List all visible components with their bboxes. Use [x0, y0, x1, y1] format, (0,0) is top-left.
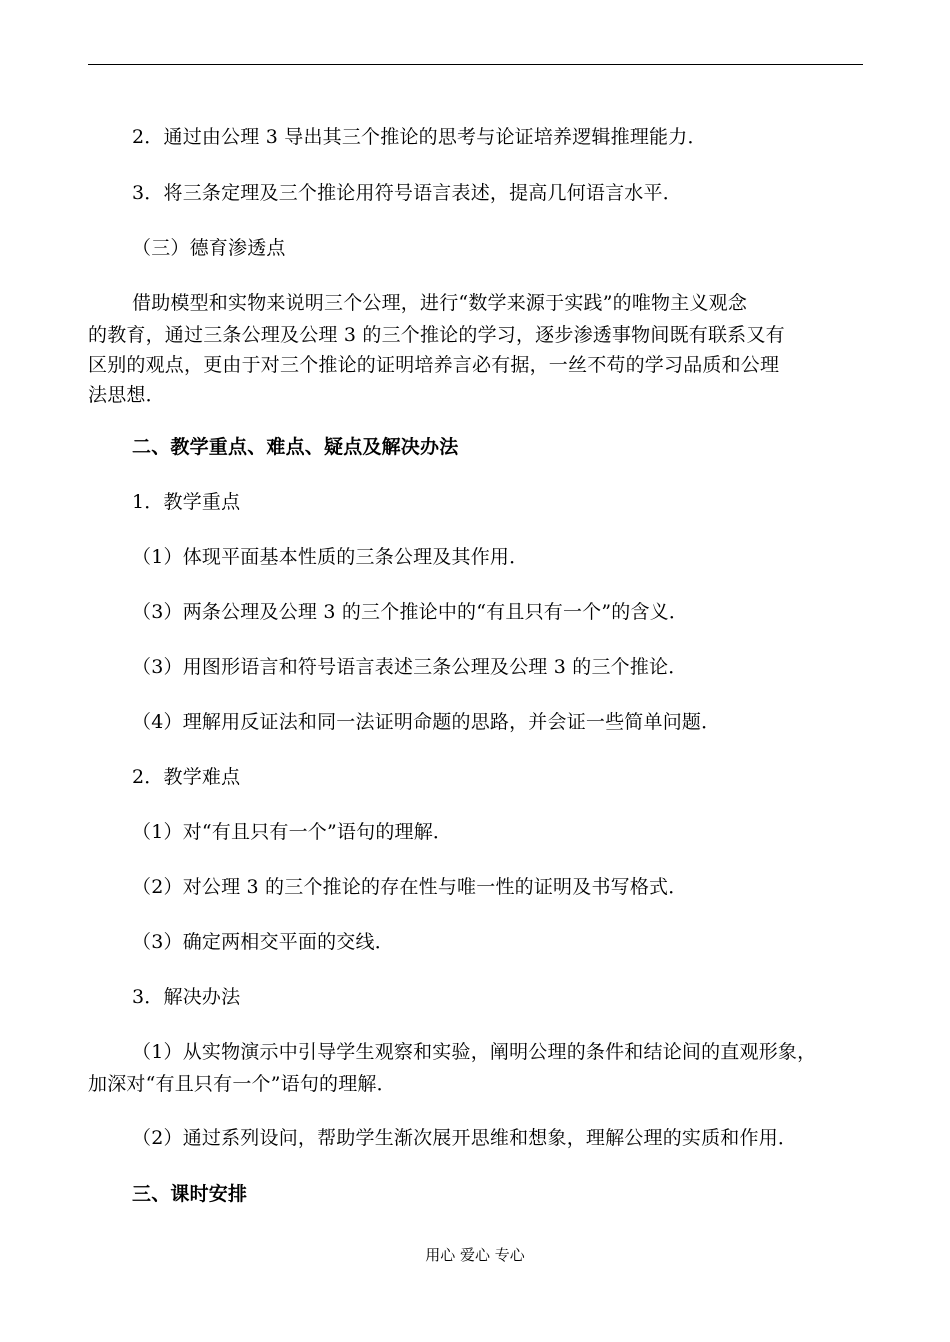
moral-paragraph-line: 法思想．: [88, 384, 165, 406]
section-3-heading: 三、课时安排: [132, 1183, 248, 1205]
difficulties-heading: 2．教学难点: [132, 766, 241, 788]
solution-item-line: （1）从实物演示中引导学生观察和实验，阐明公理的条件和结论间的直观形象，: [132, 1041, 817, 1063]
moral-education-heading: （三）德育渗透点: [132, 237, 286, 259]
solutions-heading: 3．解决办法: [132, 986, 241, 1008]
key-point-item: （3）用图形语言和符号语言表述三条公理及公理 3 的三个推论．: [132, 656, 688, 678]
key-point-item: （3）两条公理及公理 3 的三个推论中的“有且只有一个”的含义．: [132, 601, 689, 623]
page-footer: 用心 爱心 专心: [425, 1246, 525, 1264]
objective-item-2: 2．通过由公理 3 导出其三个推论的思考与论证培养逻辑推理能力．: [132, 126, 707, 148]
solution-item-line: 加深对“有且只有一个”语句的理解．: [88, 1073, 396, 1095]
key-point-item: （1）体现平面基本性质的三条公理及其作用．: [132, 546, 529, 568]
header-rule: [88, 64, 863, 65]
moral-paragraph-line: 区别的观点，更由于对三个推论的证明培养言必有据，一丝不苟的学习品质和公理: [88, 354, 780, 376]
moral-paragraph-line: 借助模型和实物来说明三个公理，进行“数学来源于实践”的唯物主义观念: [132, 292, 748, 314]
key-points-heading: 1．教学重点: [132, 491, 241, 513]
difficulty-item: （2）对公理 3 的三个推论的存在性与唯一性的证明及书写格式．: [132, 876, 688, 898]
moral-paragraph-line: 的教育，通过三条公理及公理 3 的三个推论的学习，逐步渗透事物间既有联系又有: [88, 324, 785, 346]
difficulty-item: （3）确定两相交平面的交线．: [132, 931, 394, 953]
solution-item: （2）通过系列设问，帮助学生渐次展开思维和想象，理解公理的实质和作用．: [132, 1127, 798, 1149]
key-point-item: （4）理解用反证法和同一法证明命题的思路，并会证一些简单问题．: [132, 711, 721, 733]
section-2-heading: 二、教学重点、难点、疑点及解决办法: [132, 436, 459, 458]
difficulty-item: （1）对“有且只有一个”语句的理解．: [132, 821, 453, 843]
objective-item-3: 3．将三条定理及三个推论用符号语言表述，提高几何语言水平．: [132, 182, 682, 204]
